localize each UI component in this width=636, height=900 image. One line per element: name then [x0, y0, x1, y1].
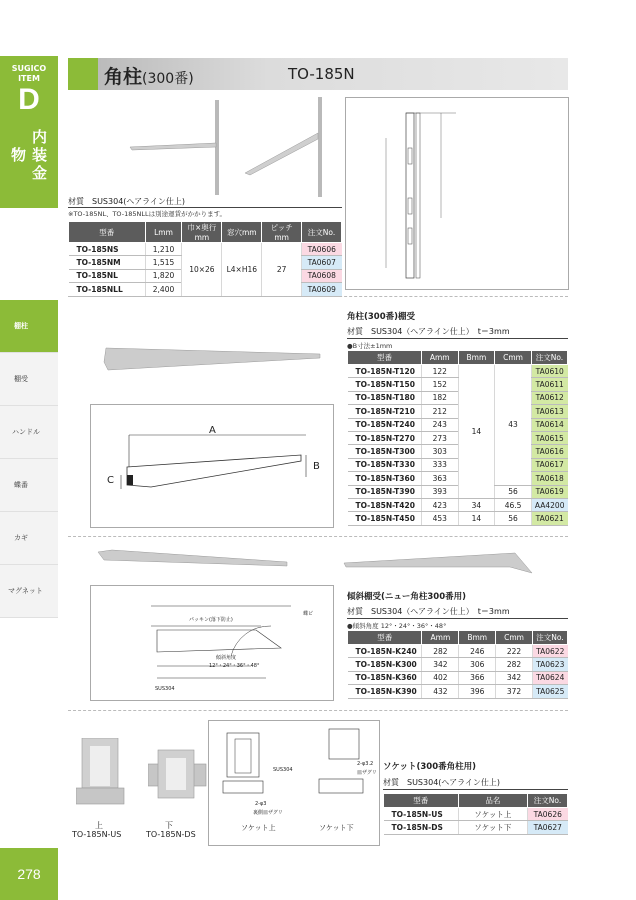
drawing-label-material: SUS304: [155, 686, 175, 692]
cell-a: 212: [421, 405, 458, 418]
table-header-row: [348, 631, 568, 645]
col-header: 窓穴mm: [222, 222, 262, 243]
cell-model: TO-185N-K390: [348, 685, 422, 698]
cell-order-no: TA0623: [532, 658, 567, 671]
bracket-shape-2: [245, 133, 318, 175]
cell-model: TO-185N-K360: [348, 671, 422, 684]
cell-model: TO-185NS: [69, 243, 146, 256]
sec1-material: 材質 SUS304(ヘアライン仕上): [68, 197, 186, 206]
cell-order-no: TA0615: [531, 431, 567, 444]
cell-model: TO-185N-T150: [348, 378, 422, 391]
table-row: [348, 498, 568, 511]
drawing-label-angles: 12°・24°・36°・48°: [209, 663, 260, 669]
nav-item-tanauke[interactable]: 棚受: [0, 353, 58, 406]
cell-order-no: AA4200: [531, 498, 567, 511]
col-header: 注文No.: [531, 351, 567, 365]
cell-a: 273: [421, 431, 458, 444]
table-row: [348, 418, 568, 431]
table-row: [348, 512, 568, 525]
cell-pitch: 27: [262, 243, 302, 297]
cell-order-no: TA0621: [531, 512, 567, 525]
cell-a: 432: [422, 685, 459, 698]
cell-model: TO-185N-T240: [348, 418, 422, 431]
cell-a: 363: [421, 472, 458, 485]
drawing-caption-lower: ソケット下: [319, 824, 354, 832]
cell-a: 182: [421, 391, 458, 404]
sec4-title: ソケット(300番角柱用): [383, 762, 477, 772]
cell-a: 402: [422, 671, 459, 684]
cell-b: 34: [458, 498, 495, 511]
col-header: Amm: [421, 351, 458, 365]
cell-size: 10×26: [182, 243, 222, 297]
cell-a: 342: [422, 658, 459, 671]
cell-c: 56: [495, 512, 532, 525]
drawing-label-countersink: 皿ザグリ: [357, 770, 377, 776]
sec3-rule: [347, 618, 568, 619]
cell-a: 303: [421, 445, 458, 458]
col-header: 型番: [384, 794, 459, 808]
cell-name: ソケット上: [458, 808, 527, 821]
drawing-label-hole: 2-φ3.2: [357, 761, 374, 767]
table-header-row: [69, 222, 342, 243]
nav-item-magnet[interactable]: マグネット: [0, 565, 58, 618]
cell-model: TO-185N-T360: [348, 472, 422, 485]
cell-order-no: TA0612: [531, 391, 567, 404]
nav-item-hinge[interactable]: 蝶番: [0, 459, 58, 512]
table-row: [348, 391, 568, 404]
cell-b: 14: [458, 512, 495, 525]
cell-order-no: TA0608: [302, 269, 342, 282]
drawing-label-material: SUS304: [273, 767, 293, 773]
cell-a: 243: [421, 418, 458, 431]
cell-model: TO-185N-US: [384, 808, 459, 821]
sec2-material: 材質 SUS304（ヘアライン仕上） t＝3mm: [347, 327, 510, 336]
bracket-photo: [98, 340, 328, 380]
cell-a: 122: [421, 365, 458, 378]
cell-b: 366: [459, 671, 496, 684]
cell-model: TO-185NL: [69, 269, 146, 282]
cell-model: TO-185N-T330: [348, 458, 422, 471]
table-row: [348, 472, 568, 485]
title-bar: [68, 58, 568, 90]
brand-line1: SUGICO: [11, 64, 47, 73]
title-sub: (300番): [142, 71, 194, 87]
sec3-table: [347, 630, 568, 699]
cell-model: TO-185N-K300: [348, 658, 422, 671]
cell-order-no: TA0616: [531, 445, 567, 458]
cell-order-no: TA0611: [531, 378, 567, 391]
bracket-shape: [104, 348, 320, 370]
bracket-shape: [98, 550, 287, 566]
section-letter: D: [18, 83, 40, 116]
cell-c: 222: [496, 645, 533, 658]
title-main: 角柱: [104, 66, 143, 88]
table-row: [348, 365, 568, 378]
socket-upper-photo: [76, 738, 126, 818]
sec2-rule: [347, 338, 568, 339]
socket-lower-photo: [148, 746, 208, 806]
cell-model: TO-185N-T450: [348, 512, 422, 525]
col-header: Lmm: [145, 222, 182, 243]
socket-upper-model: TO-185N-US: [72, 830, 122, 839]
sidebar: [0, 0, 58, 900]
table-row: [348, 685, 568, 698]
cell-a: 282: [422, 645, 459, 658]
col-header: 型番: [348, 351, 422, 365]
cell-model: TO-185N-T390: [348, 485, 422, 498]
cell-length: 1,820: [145, 269, 182, 282]
cell-a: 393: [421, 485, 458, 498]
sec3-note: ●傾斜角度 12°・24°・36°・48°: [347, 622, 447, 630]
cell-b: 246: [459, 645, 496, 658]
column-bracket-photo: [120, 95, 340, 200]
sec2-note: ●B寸法±1mm: [347, 342, 393, 350]
cell-length: 2,400: [145, 283, 182, 296]
table-header-row: [384, 794, 568, 808]
sec3-title: 傾斜棚受(ニュー角柱300番用): [347, 592, 467, 602]
cell-c: 56: [495, 485, 532, 498]
drawing-label-angle: 傾斜角度: [216, 655, 237, 661]
col-header: 注文No.: [302, 222, 342, 243]
cell-order-no: TA0606: [302, 243, 342, 256]
cell-model: TO-185N-T210: [348, 405, 422, 418]
cell-c: 282: [496, 658, 533, 671]
table-row: [348, 671, 568, 684]
table-row: [348, 378, 568, 391]
sec4-table: [383, 793, 568, 835]
table-header-row: [348, 351, 568, 365]
table-row: [348, 445, 568, 458]
column-drawing: [345, 97, 569, 290]
cell-length: 1,515: [145, 256, 182, 269]
section-divider: [68, 296, 568, 297]
col-header: Cmm: [496, 631, 533, 645]
cell-model: TO-185NM: [69, 256, 146, 269]
cell-c: 43: [495, 365, 532, 486]
sec2-table: [347, 350, 568, 526]
col-header: 型番: [69, 222, 146, 243]
table-row: [348, 458, 568, 471]
incline-bracket-drawing: [90, 585, 334, 701]
cell-order-no: TA0613: [531, 405, 567, 418]
page-title: [104, 62, 194, 89]
sec2-title: 角柱(300番)棚受: [347, 312, 416, 322]
cell-model: TO-185N-K240: [348, 645, 422, 658]
cell-model: TO-185N-T420: [348, 498, 422, 511]
col-header: 注文No.: [528, 794, 568, 808]
socket-lower-model: TO-185N-DS: [146, 830, 196, 839]
cell-a: 453: [421, 512, 458, 525]
bracket-drawing: [90, 404, 334, 528]
col-header: 品名: [458, 794, 527, 808]
table-row: [348, 405, 568, 418]
table-row: [348, 431, 568, 444]
cell-order-no: TA0626: [528, 808, 568, 821]
cell-a: 423: [421, 498, 458, 511]
drawing-caption-upper: ソケット上: [241, 824, 276, 832]
table-row: [384, 821, 568, 834]
cell-model: TO-185N-T300: [348, 445, 422, 458]
cell-order-no: TA0617: [531, 458, 567, 471]
section-vertical-title: 内装金物: [9, 129, 48, 183]
dim-label-c: C: [107, 475, 114, 486]
cell-order-no: TA0609: [302, 283, 342, 296]
cell-model: TO-185N-T180: [348, 391, 422, 404]
cell-c: 46.5: [495, 498, 532, 511]
cell-length: 1,210: [145, 243, 182, 256]
cell-order-no: TA0610: [531, 365, 567, 378]
table-row: [384, 808, 568, 821]
title-model: TO-185N: [288, 65, 355, 83]
brand-line2: ITEM: [18, 74, 40, 83]
col-header: Cmm: [495, 351, 532, 365]
col-header: Bmm: [459, 631, 496, 645]
drawing-label-hole-2: 2-φ3: [255, 801, 267, 807]
sec3-material: 材質 SUS304（ヘアライン仕上） t＝3mm: [347, 607, 510, 616]
cell-name: ソケット下: [458, 821, 527, 834]
cell-b: 396: [459, 685, 496, 698]
page-number: 278: [0, 848, 58, 900]
cell-a: 333: [421, 458, 458, 471]
socket-upper-label: 上: [95, 821, 103, 830]
col-header: 巾×奥行mm: [182, 222, 222, 243]
section-divider: [68, 536, 568, 537]
nav-item-tanabashira[interactable]: 棚柱: [0, 300, 58, 353]
dim-label-b: B: [313, 461, 320, 472]
table-row: [348, 645, 568, 658]
drawing-label-back: 裏側皿ザグリ: [253, 810, 283, 816]
cell-model: TO-185N-T270: [348, 431, 422, 444]
table-row: [69, 243, 342, 256]
nav-item-handle[interactable]: ハンドル: [0, 406, 58, 459]
column-1: [215, 100, 219, 195]
table-row: [348, 658, 568, 671]
cell-hole: L4×H16: [222, 243, 262, 297]
sec1-note: ※TO-185NL、TO-185NLLは別途運賃がかかります。: [68, 210, 227, 218]
cell-order-no: TA0618: [531, 472, 567, 485]
cell-order-no: TA0627: [528, 821, 568, 834]
dim-label-a: A: [209, 425, 216, 436]
drawing-label-screw: 蝶ビ: [303, 611, 314, 617]
bracket-shape: [344, 553, 532, 573]
sec1-rule: [68, 207, 342, 208]
cell-order-no: TA0622: [532, 645, 567, 658]
drawing-label-packing: パッキン(落下防止): [189, 617, 233, 623]
col-header: Bmm: [458, 351, 495, 365]
bracket-shape: [130, 143, 216, 150]
cell-order-no: TA0614: [531, 418, 567, 431]
socket-drawing: [208, 720, 380, 846]
nav-item-lock[interactable]: カギ: [0, 512, 58, 565]
cell-order-no: TA0619: [531, 485, 567, 498]
sec4-material: 材質 SUS304(ヘアライン仕上): [383, 778, 501, 787]
cell-order-no: TA0624: [532, 671, 567, 684]
socket-lower-label: 下: [165, 821, 173, 830]
cell-a: 152: [421, 378, 458, 391]
section-divider: [68, 710, 568, 711]
col-header: 型番: [348, 631, 422, 645]
brand-tab: [0, 56, 58, 208]
table-row: [348, 485, 568, 498]
title-accent: [68, 58, 98, 90]
sec1-table: [68, 221, 342, 297]
cell-order-no: TA0607: [302, 256, 342, 269]
cell-b: 14: [458, 365, 495, 499]
column-2: [318, 97, 322, 197]
cell-b: 306: [459, 658, 496, 671]
col-header: Amm: [422, 631, 459, 645]
incline-bracket-photo-left: [92, 546, 292, 576]
cell-model: TO-185N-DS: [384, 821, 459, 834]
cell-c: 372: [496, 685, 533, 698]
cell-model: TO-185N-T120: [348, 365, 422, 378]
cell-c: 342: [496, 671, 533, 684]
sec4-rule: [383, 789, 568, 790]
col-header: ピッチmm: [262, 222, 302, 243]
cell-order-no: TA0625: [532, 685, 567, 698]
incline-bracket-photo-right: [340, 545, 540, 581]
col-header: 注文No.: [532, 631, 567, 645]
cell-model: TO-185NLL: [69, 283, 146, 296]
